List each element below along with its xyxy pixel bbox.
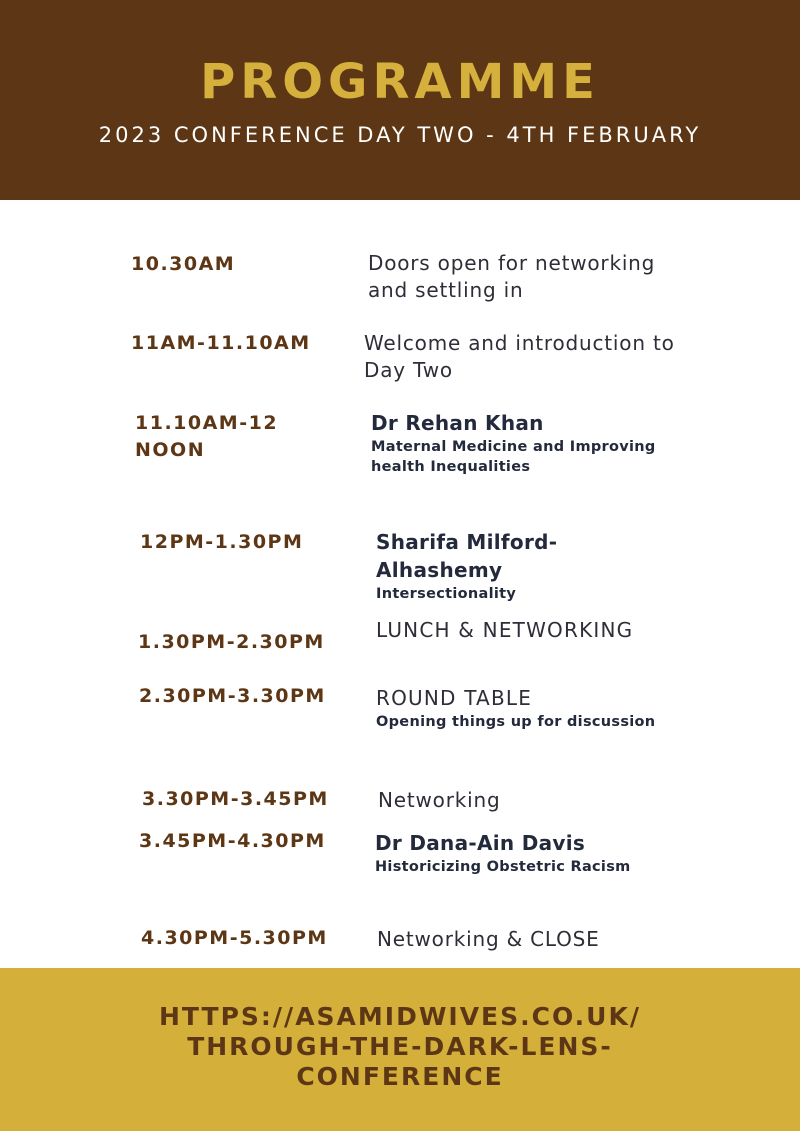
schedule-description: Networking & CLOSE [377, 927, 600, 951]
schedule-time: 11AM-11.10AM [131, 332, 311, 354]
schedule-time: 3.30PM-3.45PM [142, 788, 329, 810]
schedule-description: Welcome and introduction to Day Two [364, 331, 675, 382]
schedule-description: LUNCH & NETWORKING [376, 618, 634, 642]
schedule-description: Networking [378, 788, 501, 812]
schedule-session [375, 829, 705, 877]
schedule-time: 3.45PM-4.30PM [139, 830, 326, 852]
schedule-time: 4.30PM-5.30PM [141, 927, 328, 949]
page-subtitle: 2023 CONFERENCE DAY TWO - 4TH FEBRUARY [98, 123, 702, 147]
schedule-time: 12PM-1.30PM [140, 531, 304, 553]
session-title: ROUND TABLE [376, 686, 533, 710]
speaker-name: Sharifa Milford-Alhashemy [376, 530, 558, 582]
header-banner [0, 0, 800, 200]
schedule-time: 10.30AM [131, 253, 236, 275]
schedule-session [376, 684, 706, 732]
page-title: PROGRAMME [200, 54, 600, 110]
session-topic: Historicizing Obstetric Racism [375, 859, 631, 875]
session-topic: Maternal Medicine and Improving health Inequalities [371, 439, 656, 475]
schedule-time: 2.30PM-3.30PM [139, 685, 326, 707]
schedule-session [376, 528, 636, 604]
session-topic: Intersectionality [376, 586, 517, 602]
speaker-name: Dr Dana-Ain Davis [375, 831, 586, 855]
speaker-name: Dr Rehan Khan [371, 411, 544, 435]
schedule-time: 11.10AM-12 NOON [135, 412, 279, 461]
session-topic: Opening things up for discussion [376, 714, 656, 730]
schedule-time: 1.30PM-2.30PM [138, 631, 325, 653]
conference-url-link[interactable]: HTTPS://ASAMIDWIVES.CO.UK/ THROUGH-THE-DARK-LENS-CONFERENCE [159, 1002, 641, 1091]
schedule-session [371, 409, 701, 477]
schedule-description: Doors open for networking and settling in [368, 251, 656, 302]
